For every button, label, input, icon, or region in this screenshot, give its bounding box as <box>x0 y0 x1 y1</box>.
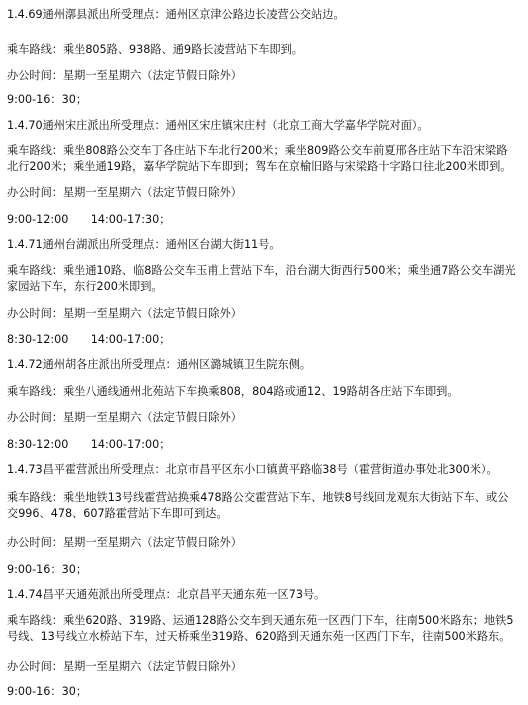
hours-time: 9:00-16：30； <box>7 93 88 106</box>
office-hours: 办公时间：星期一至星期六（法定节假日除外） <box>7 186 242 199</box>
station-title: 1.4.73昌平霍营派出所受理点：北京市昌平区东小口镇黄平路临38号（霍营街道办事处北300米）。 <box>7 463 498 476</box>
station-title: 1.4.71通州台湖派出所受理点：通州区台湖大街11号。 <box>7 238 281 251</box>
hours-time: 9:00-12:00 14:00-17:30； <box>7 213 171 226</box>
office-hours: 办公时间：星期一至星期六（法定节假日除外） <box>7 411 242 424</box>
office-hours: 办公时间：星期一至星期六（法定节假日除外） <box>7 307 242 320</box>
bus-route: 乘车路线：乘坐808路公交车丁各庄站下车北行200米；乘坐809路公交车前夏邢各庄站下车沿宋梁路北行200米；乘坐通19路，嘉华学院站下车即到；驾车在京榆旧路与宋梁路十字路口往北200米即到。 <box>7 144 512 173</box>
station-title: 1.4.69通州漷县派出所受理点：通州区京津公路边长凌营公交站边。 <box>7 8 345 21</box>
bus-route: 乘车路线：乘坐620路、319路、运通128路公交车到天通东苑一区西门下车，往南500米路东；地铁5号线、13号线立水桥站下车，过天桥乘坐319路、620路到天通东苑一区西门下车，往南500米路东。 <box>7 614 514 643</box>
hours-time: 9:00-16：30； <box>7 563 88 576</box>
bus-route: 乘车路线：乘坐地铁13号线霍营站换乘478路公交霍营站下车、地铁8号线回龙观东大街站下车、或公交996、478、607路霍营站下车即可到达。 <box>7 491 509 520</box>
hours-time: 9:00-16：30； <box>7 685 88 698</box>
station-title: 1.4.70通州宋庄派出所受理点：通州区宋庄镇宋庄村（北京工商大学嘉华学院对面）。 <box>7 119 429 132</box>
office-hours: 办公时间：星期一至星期六（法定节假日除外） <box>7 536 242 549</box>
station-title: 1.4.74昌平天通苑派出所受理点：北京昌平天通东苑一区73号。 <box>7 588 326 601</box>
office-hours: 办公时间：星期一至星期六（法定节假日除外） <box>7 69 242 82</box>
bus-route: 乘车路线：乘坐八通线通州北苑站下车换乘808，804路或通12、19路胡各庄站下车即到。 <box>7 385 459 398</box>
station-title: 1.4.72通州胡各庄派出所受理点：通州区潞城镇卫生院东侧。 <box>7 358 312 371</box>
bus-route: 乘车路线：乘坐通10路、临8路公交车玉甫上营站下车，沿台湖大街西行500米；乘坐通7路公交车湖光家园站下车，东行200米即到。 <box>7 264 516 293</box>
hours-time: 8:30-12:00 14:00-17:00； <box>7 333 171 346</box>
bus-route: 乘车路线：乘坐805路、938路、通9路长凌营站下车即到。 <box>7 43 303 56</box>
hours-time: 8:30-12:00 14:00-17:00； <box>7 438 171 451</box>
office-hours: 办公时间：星期一至星期六（法定节假日除外） <box>7 660 242 673</box>
